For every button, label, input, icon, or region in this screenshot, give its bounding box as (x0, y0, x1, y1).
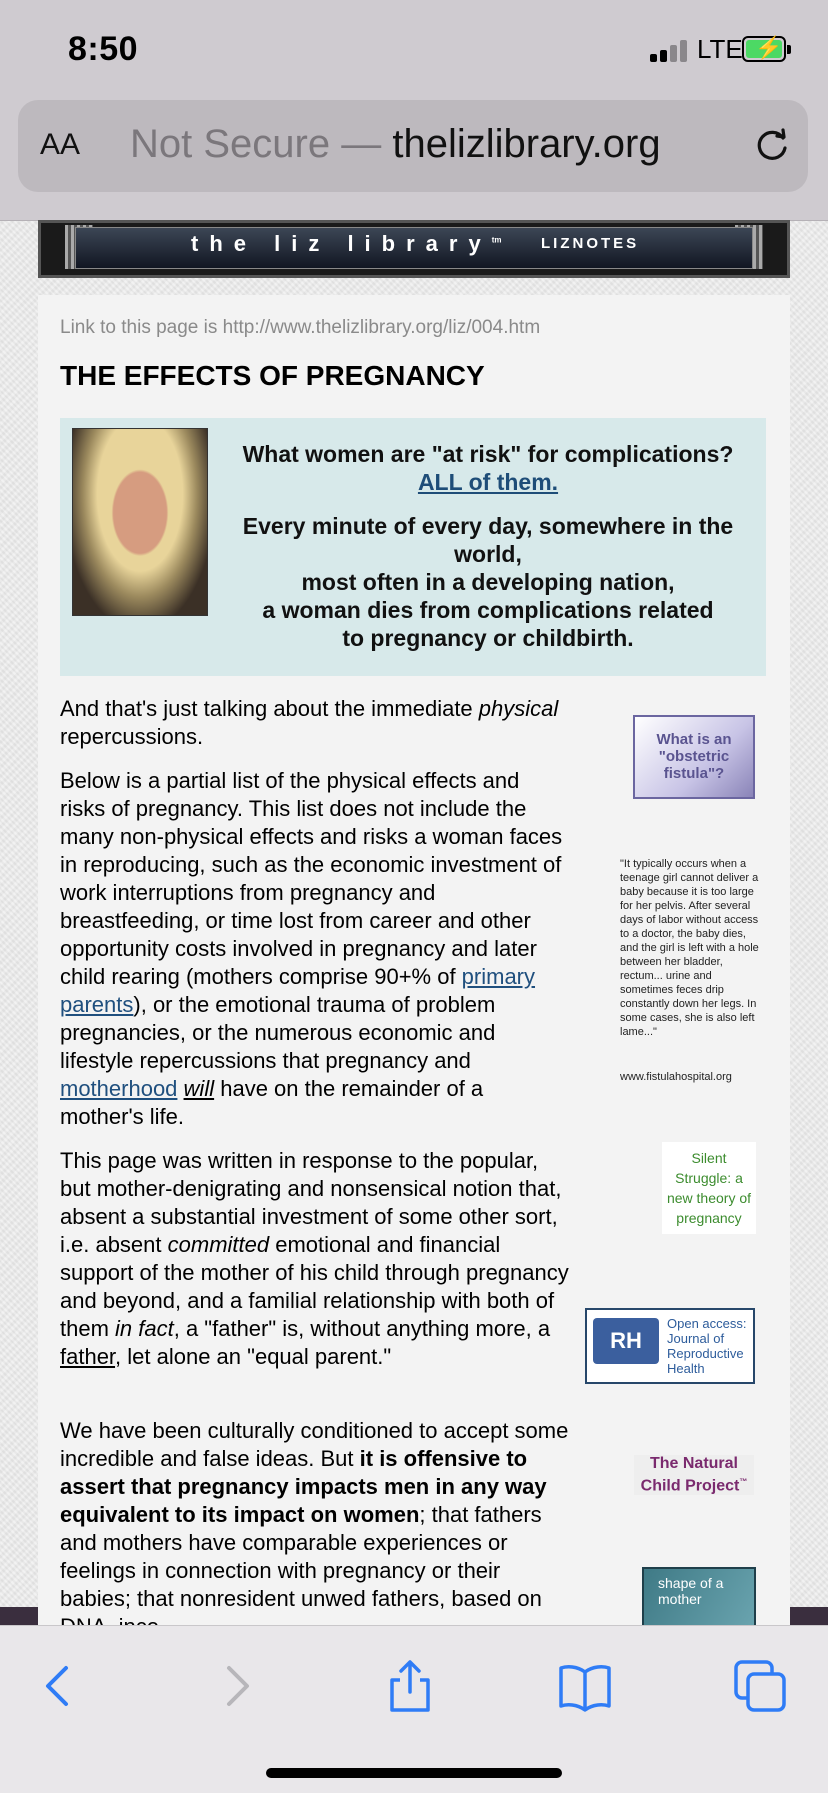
url-display[interactable] (130, 122, 661, 167)
rh-journal-text: Open access: Journal of Reproductive Health (667, 1316, 747, 1376)
banner-section: LIZNOTES (541, 235, 640, 252)
paragraph-conditioned: We have been culturally conditioned to accept some incredible and false ideas. But it is offensive to assert that pregnancy impacts men in any way equivalent to its impact on women; that fathers and mothers have comparable experiences or feelings in connection with pregnancy or their babies; that nonresident unwed fathers, based on (60, 1418, 569, 1611)
primary-parents-link[interactable]: primary parents (60, 964, 536, 1017)
risk-statement: a woman dies from complications related to pregnancy or childbirth. (262, 597, 714, 651)
risk-statement: Every minute of every day, somewhere in the world, (242, 513, 734, 567)
risk-answer-link[interactable]: ALL of them. (417, 469, 559, 495)
security-label: Not Secure — (130, 122, 382, 166)
fistula-quote: "It typically occurs when a teenage girl cannot deliver a baby because it is too large for her pelvis. After several days of labor without access to a doctor, the baby dies, and the girl is left with a hole between her bladder, rectum... urine and sometimes feces drip constantly down her legs. In some cases, she is also left lame..." (620, 858, 759, 1038)
reproductive-health-link[interactable] (585, 1308, 755, 1384)
address-bar[interactable] (18, 100, 808, 192)
fistula-site-link[interactable]: www.fistulahospital.org (620, 1071, 732, 1083)
site-banner[interactable] (38, 220, 790, 278)
rh-logo-icon: RH (593, 1318, 659, 1364)
page-title: THE EFFECTS OF PREGNANCY (60, 360, 485, 391)
paragraph-response: This page was written in response to the popular, but mother-denigrating and nonsensical notion that, absent a substantial investment of some other sort, i.e. absent committed emotional and financial support of the mother of his child through pregnancy and beyond, and a familial relationship with both of them in fact, a "father" is, without anything more, a father, let alone an "equal parent." (60, 1148, 569, 1369)
silent-struggle-link[interactable]: Silent Struggle: a new theory of pregnancy (662, 1142, 756, 1234)
status-bar (0, 0, 828, 100)
text-size-button[interactable]: AA (40, 128, 81, 161)
banner-title: the liz library$^{tm}$ (191, 231, 502, 256)
page-edge (0, 1607, 38, 1627)
home-indicator[interactable] (266, 1768, 562, 1778)
obstetric-fistula-button[interactable]: What is an "obstetric fistula"? (633, 715, 755, 799)
bookmarks-book-icon[interactable] (555, 1656, 615, 1716)
domain-label: thelizlibrary.org (392, 122, 661, 166)
back-chevron-icon[interactable] (30, 1656, 90, 1716)
browser-chrome (0, 100, 828, 221)
risk-statement: most often in a developing nation, (301, 569, 675, 595)
tabs-icon[interactable] (730, 1656, 790, 1716)
shape-of-a-mother-link[interactable]: shape of a mother (642, 1567, 756, 1637)
reload-icon[interactable] (750, 124, 794, 168)
portrait-photo (72, 428, 208, 616)
risk-callout (60, 418, 766, 676)
motherhood-link[interactable]: motherhood (60, 1076, 178, 1101)
paragraph-partial-list: Below is a partial list of the physical effects and risks of pregnancy. This list does not include the many non-physical effects and risks a woman faces in reproducing, such as the economic investment of work interruptions from pregnancy and breastfeeding, or time lost from career and other opportunity costs involved in pregnancy and later child rearing (mothers comprise 90+% of primary parents), or the emotional trauma of problem pregnancies, or the numerous economic and lifestyle repercussions that pregnancy and motherhood will have on the remainder of a mother's life. (60, 768, 563, 1129)
status-time: 8:50 (68, 30, 139, 68)
signal-icon (650, 38, 694, 62)
forward-chevron-icon[interactable] (205, 1656, 265, 1716)
risk-question: What women are "at risk" for complications? (242, 441, 734, 467)
natural-child-project-link[interactable]: The Natural Child Project™ (634, 1455, 754, 1495)
share-icon[interactable] (380, 1656, 440, 1716)
permalink-text: Link to this page is http://www.thelizlibrary.org/liz/004.htm (60, 317, 541, 338)
battery-icon: ⚡ (742, 36, 786, 62)
page-edge (790, 1607, 828, 1627)
page-content (38, 295, 790, 1625)
browser-toolbar (0, 1625, 828, 1793)
network-type: LTE (697, 34, 743, 64)
paragraph-intro: And that's just talking about the immediate physical repercussions. (60, 696, 559, 749)
